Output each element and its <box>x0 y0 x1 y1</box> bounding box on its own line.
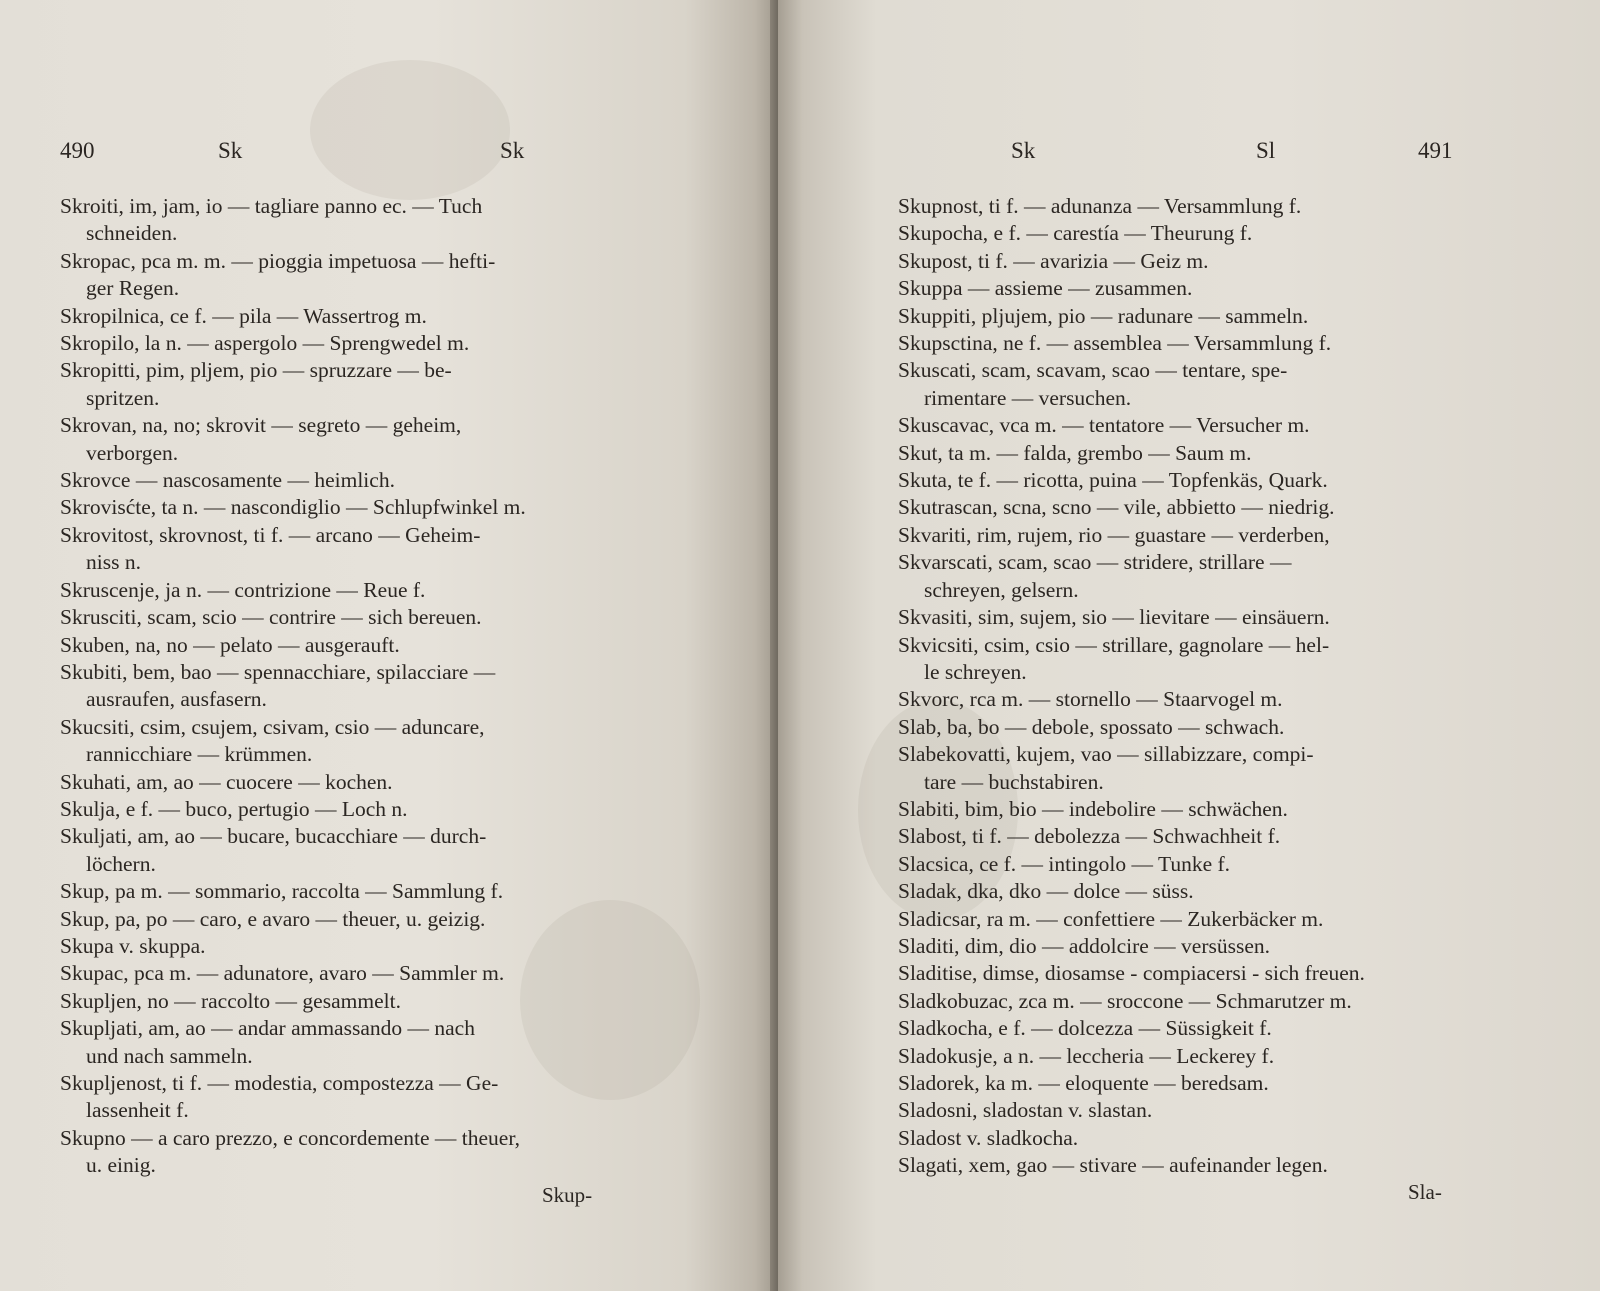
dictionary-entry <box>898 303 1481 330</box>
entry-continuation: le schreyen. <box>924 659 1027 684</box>
entry-text: Skuben, na, no — pelato — ausgerauft. <box>60 632 400 657</box>
entry-text: Skrusciti, scam, scio — contrire — sich bereuen. <box>60 605 482 630</box>
dictionary-entry <box>60 330 630 357</box>
dictionary-entry <box>898 467 1481 494</box>
entry-text: Skropac, pca m. m. — pioggia impetuosa — hefti- <box>60 248 496 273</box>
dictionary-entry <box>898 960 1481 987</box>
entry-text: Skubiti, bem, bao — spennacchiare, spilacciare — <box>60 659 496 684</box>
dictionary-entry <box>898 494 1481 521</box>
dictionary-entry <box>898 933 1481 960</box>
entry-text: Skvarscati, scam, scao — stridere, strillare — <box>898 550 1292 575</box>
entry-text: Skup, pa, po — caro, e avaro — theuer, u. geizig. <box>60 906 486 931</box>
dictionary-entry <box>898 1043 1481 1070</box>
entry-text: Skuscati, scam, scavam, scao — tentare, spe- <box>898 358 1288 383</box>
dictionary-entry <box>898 1097 1481 1124</box>
entry-text: Skrovan, na, no; skrovit — segreto — geheim, <box>60 413 462 438</box>
entry-text: Skvorc, rca m. — stornello — Staarvogel m. <box>898 687 1283 712</box>
dictionary-entry <box>898 714 1481 741</box>
entry-text: Sladiti, dim, dio — addolcire — versüssen. <box>898 933 1271 958</box>
dictionary-entry <box>898 851 1481 878</box>
entry-text: Skucsiti, csim, csujem, csivam, csio — aduncare, <box>60 714 485 739</box>
dictionary-entry <box>898 440 1481 467</box>
dictionary-entry <box>898 330 1481 357</box>
entry-text: Slabost, ti f. — debolezza — Schwachheit f. <box>898 824 1281 849</box>
entry-continuation: und nach sammeln. <box>86 1043 253 1068</box>
dictionary-entry <box>898 549 1481 604</box>
entry-text: Skutrascan, scna, scno — vile, abbietto — niedrig. <box>898 495 1335 520</box>
entry-text: Skulja, e f. — buco, pertugio — Loch n. <box>60 796 408 821</box>
dictionary-entry <box>898 1125 1481 1152</box>
dictionary-entry <box>898 878 1481 905</box>
dictionary-entry <box>60 632 630 659</box>
entry-text: Sladorek, ka m. — eloquente — beredsam. <box>898 1071 1269 1095</box>
entry-text: Skupljen, no — raccolto — gesammelt. <box>60 988 401 1013</box>
entry-text: Sladak, dka, dko — dolce — süss. <box>898 879 1194 904</box>
dictionary-entry <box>60 769 630 796</box>
dictionary-entry <box>60 193 630 248</box>
entry-continuation: spritzen. <box>86 385 160 410</box>
entry-text: Skupocha, e f. — carestía — Theurung f. <box>898 221 1253 246</box>
dictionary-entry <box>898 522 1481 549</box>
dictionary-entry <box>60 823 630 878</box>
dictionary-entry <box>60 604 630 631</box>
dictionary-entry <box>60 659 630 714</box>
entry-text: Skruscenje, ja n. — contrizione — Reue f. <box>60 577 426 602</box>
running-head-right: Sl <box>1256 138 1276 163</box>
entry-continuation: niss n. <box>86 550 141 575</box>
entry-continuation: rannicchiare — krümmen. <box>86 742 313 767</box>
dictionary-entry <box>60 303 630 330</box>
entry-continuation: verborgen. <box>86 440 179 465</box>
entry-text: Sladitise, dimse, diosamse - compiacersi - sich freuen. <box>898 961 1365 986</box>
dictionary-entry <box>898 1152 1481 1179</box>
entry-continuation: u. einig. <box>86 1153 156 1178</box>
entry-text: Sladkocha, e f. — dolcezza — Süssigkeit f. <box>898 1016 1272 1041</box>
entry-text: Skrovce — nascosamente — heimlich. <box>60 468 395 493</box>
entry-text: Skroiti, im, jam, io — tagliare panno ec. — Tuch <box>60 194 483 218</box>
catchword: Sla- <box>1408 1180 1442 1204</box>
entry-text: Sladokusje, a n. — leccheria — Leckerey f. <box>898 1043 1275 1068</box>
entry-text: Skvasiti, sim, sujem, sio — lievitare — einsäuern. <box>898 605 1330 630</box>
dictionary-entry <box>60 467 630 494</box>
dictionary-entry <box>60 494 630 521</box>
entry-text: Skupsctina, ne f. — assemblea — Versammlung f. <box>898 331 1332 356</box>
dictionary-entry <box>60 960 630 987</box>
entry-continuation: rimentare — versuchen. <box>924 385 1132 410</box>
entry-continuation: schneiden. <box>86 221 178 246</box>
dictionary-entry <box>60 357 630 412</box>
dictionary-entry <box>898 604 1481 631</box>
dictionary-entry <box>898 357 1481 412</box>
entry-text: Skrovitost, skrovnost, ti f. — arcano — Geheim- <box>60 522 481 547</box>
entry-text: Sladkobuzac, zca m. — sroccone — Schmarutzer m. <box>898 988 1352 1013</box>
entry-text: Skupnost, ti f. — adunanza — Versammlung f. <box>898 194 1302 218</box>
dictionary-entry <box>898 686 1481 713</box>
entry-continuation: ausraufen, ausfasern. <box>86 687 267 712</box>
dictionary-entry <box>898 1070 1481 1097</box>
dictionary-entry <box>60 1070 630 1125</box>
page-number: 490 <box>60 138 95 163</box>
entry-text: Skupac, pca m. — adunatore, avaro — Sammler m. <box>60 961 505 986</box>
dictionary-entry <box>898 248 1481 275</box>
dictionary-entries <box>60 193 630 1180</box>
dictionary-entry <box>898 412 1481 439</box>
right-page <box>778 0 1600 1291</box>
dictionary-entry <box>898 741 1481 796</box>
dictionary-entry <box>60 577 630 604</box>
entry-text: Sladosni, sladostan v. slastan. <box>898 1098 1153 1123</box>
entry-text: Skropilo, la n. — aspergolo — Sprengwedel m. <box>60 331 470 356</box>
entry-continuation: schreyen, gelsern. <box>924 577 1079 602</box>
left-page <box>0 0 778 1291</box>
dictionary-entry <box>898 632 1481 687</box>
entry-continuation: löchern. <box>86 851 156 876</box>
entry-text: Slab, ba, bo — debole, spossato — schwach. <box>898 714 1285 739</box>
entry-text: Skupa v. skuppa. <box>60 933 206 958</box>
entry-text: Skropilnica, ce f. — pila — Wassertrog m. <box>60 303 427 328</box>
dictionary-entry <box>60 1125 630 1180</box>
entry-text: Skuta, te f. — ricotta, puina — Topfenkäs, Quark. <box>898 468 1328 493</box>
dictionary-entry <box>898 220 1481 247</box>
dictionary-entry <box>60 412 630 467</box>
entry-text: Slabekovatti, kujem, vao — sillabizzare, compi- <box>898 742 1314 767</box>
dictionary-entry <box>60 796 630 823</box>
dictionary-entry <box>60 714 630 769</box>
dictionary-entry <box>898 823 1481 850</box>
entry-continuation: tare — buchstabiren. <box>924 769 1104 794</box>
entry-continuation: ger Regen. <box>86 276 180 301</box>
entry-text: Sladicsar, ra m. — confettiere — Zukerbäcker m. <box>898 906 1324 931</box>
entry-text: Skuhati, am, ao — cuocere — kochen. <box>60 769 393 794</box>
dictionary-entry <box>60 933 630 960</box>
dictionary-entry <box>60 878 630 905</box>
running-head-left: Sk <box>1011 138 1036 163</box>
dictionary-entry <box>898 906 1481 933</box>
entry-text: Skropitti, pim, pljem, pio — spruzzare — be- <box>60 358 452 383</box>
entry-text: Skvariti, rim, rujem, rio — guastare — verderben, <box>898 522 1330 547</box>
entry-text: Skuppiti, pljujem, pio — radunare — sammeln. <box>898 303 1309 328</box>
entry-text: Skvicsiti, csim, csio — strillare, gagnolare — hel- <box>898 632 1330 657</box>
entry-text: Slabiti, bim, bio — indebolire — schwächen. <box>898 796 1288 821</box>
entry-text: Slagati, xem, gao — stivare — aufeinander legen. <box>898 1153 1328 1178</box>
dictionary-entry <box>60 522 630 577</box>
dictionary-entry <box>60 1015 630 1070</box>
running-head-left: Sk <box>218 138 243 163</box>
entry-text: Skrovisćte, ta n. — nascondiglio — Schlupfwinkel m. <box>60 495 526 520</box>
catchword: Skup- <box>542 1183 593 1207</box>
entry-text: Skup, pa m. — sommario, raccolta — Sammlung f. <box>60 879 504 904</box>
dictionary-entry <box>898 1015 1481 1042</box>
entry-text: Skuscavac, vca m. — tentatore — Versucher m. <box>898 413 1310 438</box>
dictionary-entry <box>898 193 1481 220</box>
dictionary-entry <box>60 988 630 1015</box>
entry-text: Skupno — a caro prezzo, e concordemente — theuer, <box>60 1125 521 1150</box>
page-number: 491 <box>1418 138 1453 163</box>
dictionary-entry <box>898 796 1481 823</box>
entry-continuation: lassenheit f. <box>86 1098 189 1123</box>
entry-text: Skupljenost, ti f. — modestia, compostezza — Ge- <box>60 1071 499 1095</box>
entry-text: Slacsica, ce f. — intingolo — Tunke f. <box>898 851 1231 876</box>
dictionary-entries <box>898 193 1481 1180</box>
entry-text: Skupljati, am, ao — andar ammassando — nach <box>60 1016 475 1041</box>
entry-text: Skuljati, am, ao — bucare, bucacchiare — durch- <box>60 824 487 849</box>
dictionary-entry <box>898 988 1481 1015</box>
dictionary-entry <box>60 248 630 303</box>
running-head-right: Sk <box>500 138 525 163</box>
entry-text: Skuppa — assieme — zusammen. <box>898 276 1193 301</box>
entry-text: Skut, ta m. — falda, grembo — Saum m. <box>898 440 1252 465</box>
entry-text: Skupost, ti f. — avarizia — Geiz m. <box>898 248 1209 273</box>
dictionary-entry <box>898 275 1481 302</box>
dictionary-entry <box>60 906 630 933</box>
paper-stain <box>310 60 510 200</box>
entry-text: Sladost v. sladkocha. <box>898 1125 1079 1150</box>
